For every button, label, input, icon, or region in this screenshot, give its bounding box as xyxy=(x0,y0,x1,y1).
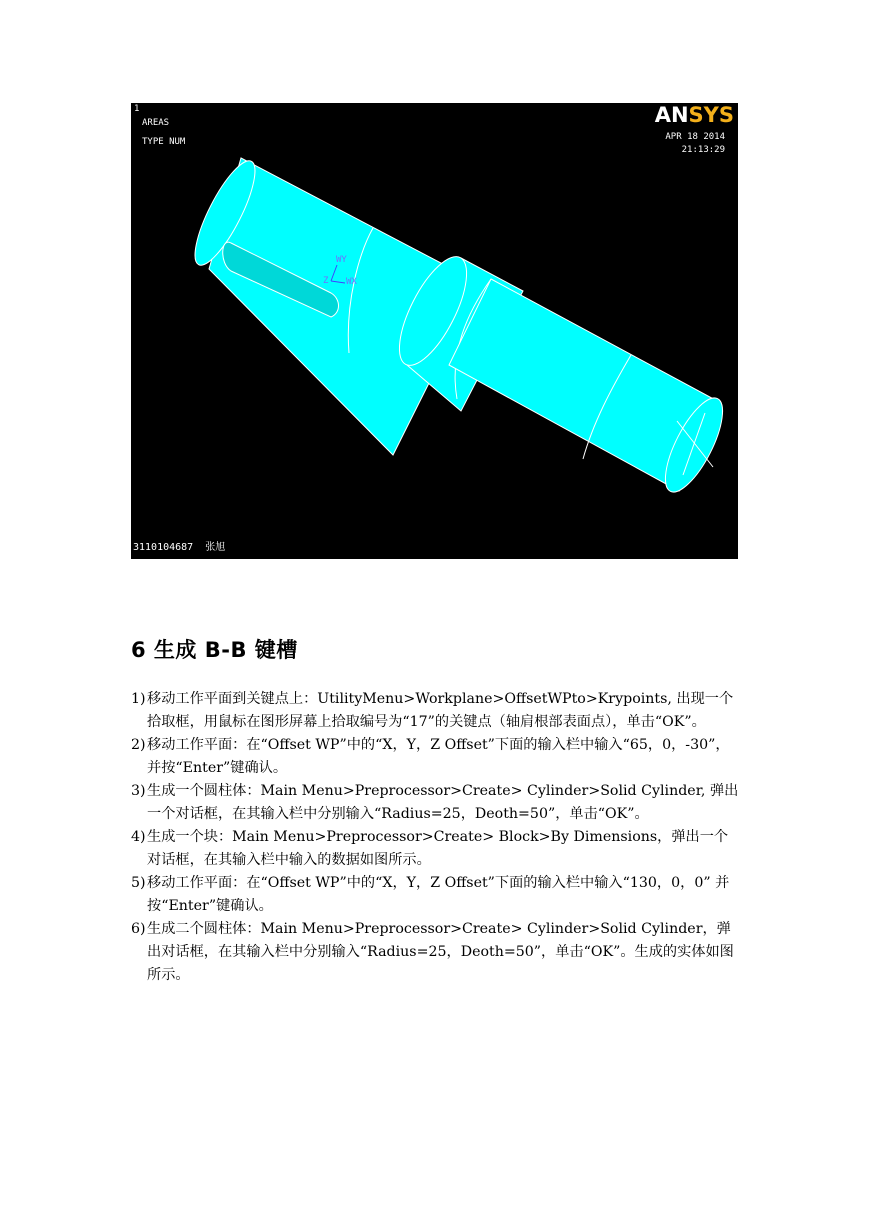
step-text: 生成一个块：Main Menu>Preprocessor>Create> Block>By Dimensions，弹出一个对话框，在其输入栏中输入的数据如图所示。 xyxy=(147,829,729,868)
step-item xyxy=(131,918,739,987)
ansys-logo-part2: SYS xyxy=(688,103,734,127)
ansys-logo xyxy=(655,105,734,126)
plot-label-areas: AREAS xyxy=(142,118,170,128)
step-text: 生成一个圆柱体：Main Menu>Preprocessor>Create> Cylinder>Solid Cylinder, 弹出一个对话框，在其输入栏中分别输入“Radius=25，Deoth=50”，单击“OK”。 xyxy=(147,783,739,822)
plot-time: 21:13:29 xyxy=(681,145,725,155)
steps-list xyxy=(131,688,739,987)
wp-x-label: WX xyxy=(346,277,357,287)
ansys-logo-part1: AN xyxy=(654,103,689,127)
section-title: 6 生成 B-B 键槽 xyxy=(131,638,298,662)
ansys-figure xyxy=(131,103,738,559)
step-item xyxy=(131,872,739,918)
window-number: 1 xyxy=(134,104,140,114)
plot-footer: 3110104687 张旭 xyxy=(133,542,226,553)
step-text: 生成二个圆柱体：Main Menu>Preprocessor>Create> Cylinder>Solid Cylinder，弹出对话框，在其输入栏中分别输入“Radius=25，Deoth=50”，单击“OK”。生成的实体如图所示。 xyxy=(147,921,734,983)
step-text: 移动工作平面：在“Offset WP”中的“X，Y，Z Offset”下面的输入栏中输入“65，0，-30”，并按“Enter”键确认。 xyxy=(147,737,730,776)
step-item xyxy=(131,826,739,872)
wp-z-label: Z xyxy=(323,276,329,286)
step-item xyxy=(131,780,739,826)
step-text: 移动工作平面：在“Offset WP”中的“X，Y，Z Offset”下面的输入栏中输入“130，0，0” 并按“Enter”键确认。 xyxy=(147,875,730,914)
step-number: 3) xyxy=(131,783,146,799)
step-number: 5) xyxy=(131,875,146,891)
shaft-model-drawing xyxy=(131,103,738,559)
plot-date: APR 18 2014 xyxy=(665,132,725,142)
step-text: 移动工作平面到关键点上：UtilityMenu>Workplane>OffsetWPto>Krypoints, 出现一个拾取框，用鼠标在图形屏幕上拾取编号为“17”的关键点（轴肩根部表面点），单击“OK”。 xyxy=(147,691,734,730)
plot-label-type: TYPE NUM xyxy=(142,137,186,147)
step-item xyxy=(131,734,739,780)
step-item xyxy=(131,688,739,734)
step-number: 1) xyxy=(131,691,146,707)
step-number: 4) xyxy=(131,829,146,845)
step-number: 2) xyxy=(131,737,146,753)
step-number: 6) xyxy=(131,921,146,937)
wp-y-label: WY xyxy=(336,255,347,265)
